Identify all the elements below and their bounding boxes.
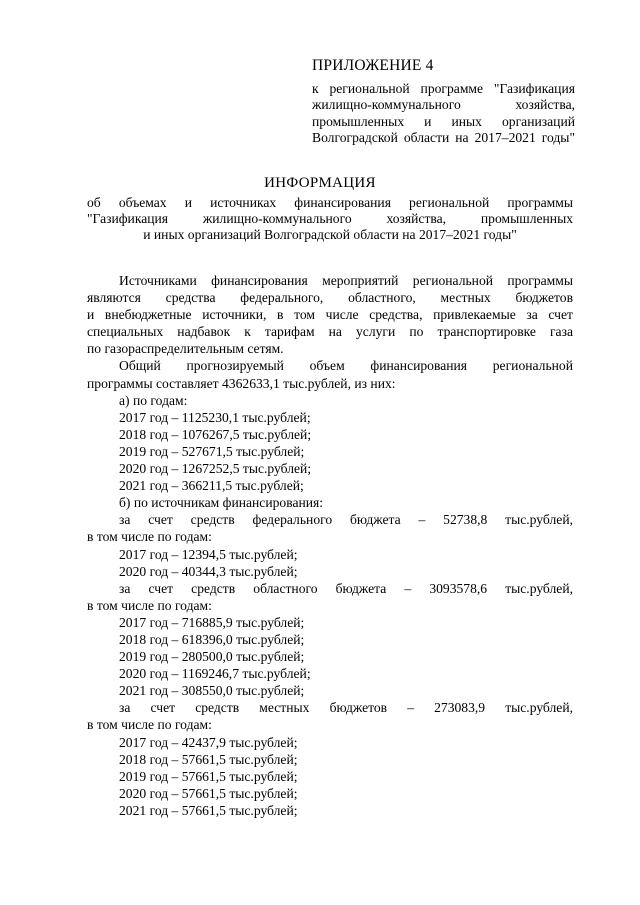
paragraph-line: Общий прогнозируемый объем финансирования региональной xyxy=(119,358,573,374)
list-item: 2018 год – 57661,5 тыс.рублей; xyxy=(119,751,298,767)
list-item: 2019 год – 280500,0 тыс.рублей; xyxy=(119,649,305,665)
subtitle-line: об объемах и источниках финансирования региональной программы xyxy=(87,195,573,210)
list-heading: а) по годам: xyxy=(119,392,188,408)
paragraph-line: программы составляет 4362633,1 тыс.рублей, из них: xyxy=(87,375,396,391)
document-title: ИНФОРМАЦИЯ xyxy=(264,175,376,191)
appendix-title: ПРИЛОЖЕНИЕ 4 xyxy=(312,57,434,74)
appendix-line: жилищно-коммунального хозяйства, xyxy=(312,97,575,113)
list-item: 2021 год – 57661,5 тыс.рублей; xyxy=(119,802,298,818)
list-item: 2017 год – 716885,9 тыс.рублей; xyxy=(119,614,305,630)
paragraph-line: являются средства федерального, областного, местных бюджетов xyxy=(87,290,573,306)
list-item: 2017 год – 1125230,1 тыс.рублей; xyxy=(119,409,311,425)
list-item: 2017 год – 42437,9 тыс.рублей; xyxy=(119,734,298,750)
paragraph-line: за счет средств федерального бюджета – 52738,8 тыс.рублей, xyxy=(119,512,573,528)
list-item: 2020 год – 1169246,7 тыс.рублей; xyxy=(119,666,311,682)
appendix-line: промышленных и иных организаций xyxy=(312,113,575,129)
subtitle-line: "Газификация жилищно-коммунального хозяйства, промышленных xyxy=(87,211,573,227)
appendix-line: Волгоградской области на 2017–2021 годы" xyxy=(312,129,575,145)
list-item: 2020 год – 1267252,5 тыс.рублей; xyxy=(119,461,312,477)
list-item: 2017 год – 12394,5 тыс.рублей; xyxy=(119,546,298,562)
document-body xyxy=(87,272,573,819)
paragraph-line: в том числе по годам: xyxy=(87,597,212,613)
list-item: 2020 год – 40344,3 тыс.рублей; xyxy=(119,563,298,579)
list-item: 2021 год – 366211,5 тыс.рублей; xyxy=(119,478,304,494)
list-item: 2018 год – 1076267,5 тыс.рублей; xyxy=(119,426,312,442)
list-item: 2020 год – 57661,5 тыс.рублей; xyxy=(119,785,298,801)
paragraph-line: в том числе по годам: xyxy=(87,529,212,545)
list-item: 2019 год – 57661,5 тыс.рублей; xyxy=(119,768,298,784)
paragraph-line: за счет средств местных бюджетов – 273083,9 тыс.рублей, xyxy=(119,700,573,716)
paragraph-line: Источниками финансирования мероприятий региональной программы xyxy=(119,273,573,288)
list-item: 2018 год – 618396,0 тыс.рублей; xyxy=(119,631,305,647)
subtitle-line: и иных организаций Волгоградской области на 2017–2021 годы" xyxy=(143,227,517,243)
document-subtitle xyxy=(87,195,573,244)
paragraph-line: по газораспределительным сетям. xyxy=(87,341,284,357)
paragraph-line: и внебюджетные источники, в том числе средства, привлекаемые за счет xyxy=(87,307,573,323)
list-heading: б) по источникам финансирования: xyxy=(119,495,324,511)
paragraph-line: специальных надбавок к тарифам на услуги по транспортировке газа xyxy=(87,324,573,340)
paragraph-line: за счет средств областного бюджета – 3093578,6 тыс.рублей, xyxy=(119,580,573,596)
list-item: 2019 год – 527671,5 тыс.рублей; xyxy=(119,443,305,459)
list-item: 2021 год – 308550,0 тыс.рублей; xyxy=(119,683,305,699)
appendix-reference xyxy=(312,81,575,146)
appendix-line: к региональной программе "Газификация xyxy=(312,81,575,96)
paragraph-line: в том числе по годам: xyxy=(87,717,212,733)
